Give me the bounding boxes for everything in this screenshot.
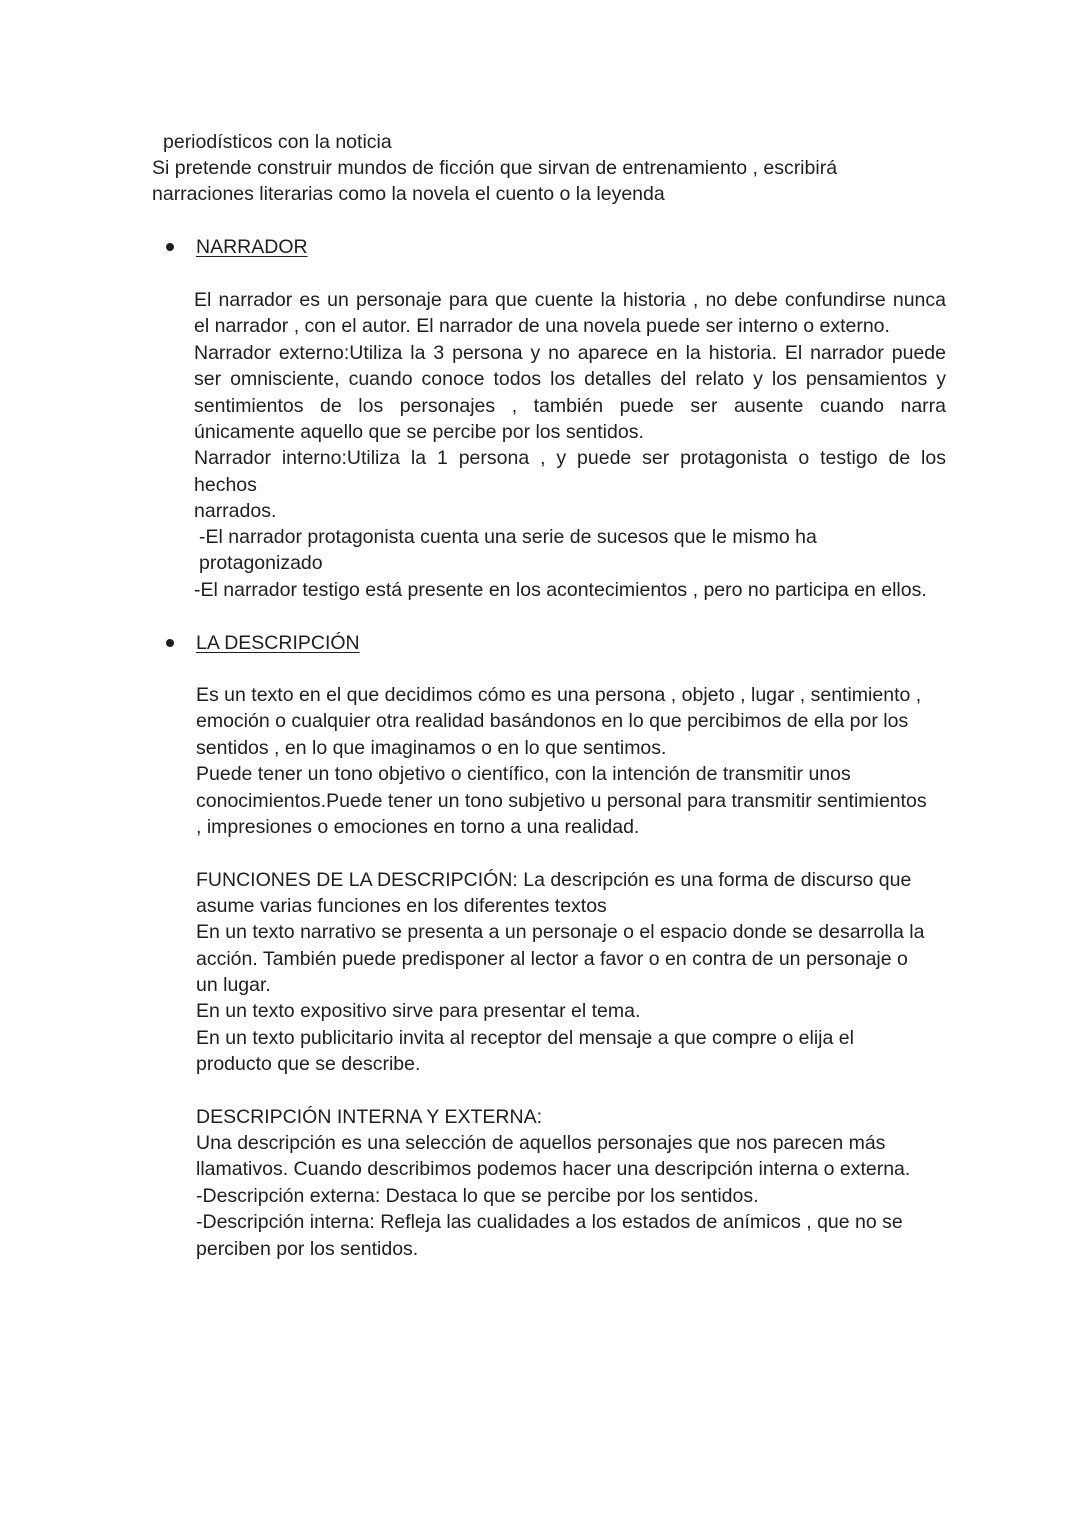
- descripcion-line: FUNCIONES DE LA DESCRIPCIÓN: La descripción es una forma de discurso que: [196, 869, 912, 891]
- descripcion-line: -Descripción interna: Refleja las cualidades a los estados de anímicos , que no se: [196, 1211, 903, 1233]
- descripcion-line: En un texto narrativo se presenta a un personaje o el espacio donde se desarrolla la: [196, 921, 925, 943]
- descripcion-line: llamativos. Cuando describimos podemos hacer una descripción interna o externa.: [196, 1158, 911, 1180]
- narrador-line: el narrador , con el autor. El narrador de una novela puede ser interno o externo.: [194, 315, 890, 337]
- narrador-line: Narrador interno:Utiliza la 1 persona , y puede ser protagonista o testigo de los: [194, 447, 946, 469]
- descripcion-line: asume varias funciones en los diferentes textos: [196, 895, 607, 917]
- descripcion-line: conocimientos.Puede tener un tono subjetivo u personal para transmitir sentimientos: [196, 790, 927, 812]
- narrador-line: ser omnisciente, cuando conoce todos los detalles del relato y los pensamientos y: [194, 368, 946, 390]
- descripcion-line: Es un texto en el que decidimos cómo es una persona , objeto , lugar , sentimiento ,: [196, 684, 922, 706]
- narrador-line: El narrador es un personaje para que cuente la historia , no debe confundirse nunca: [194, 289, 946, 311]
- intro-line-3: narraciones literarias como la novela el cuento o la leyenda: [152, 183, 665, 205]
- descripcion-line: -Descripción externa: Destaca lo que se percibe por los sentidos.: [196, 1185, 759, 1207]
- descripcion-line: producto que se describe.: [196, 1053, 421, 1075]
- descripcion-line: un lugar.: [196, 974, 271, 996]
- narrador-line: -El narrador testigo está presente en los acontecimientos , pero no participa en ellos.: [194, 579, 927, 601]
- descripcion-line: En un texto publicitario invita al receptor del mensaje a que compre o elija el: [196, 1027, 854, 1049]
- intro-line-1: periodísticos con la noticia: [163, 131, 392, 153]
- narrador-line: sentimientos de los personajes , también puede ser ausente cuando narra: [194, 395, 946, 417]
- section-heading-narrador: NARRADOR: [196, 236, 308, 258]
- descripcion-line: emoción o cualquier otra realidad basándonos en lo que percibimos de ella por los: [196, 710, 909, 732]
- narrador-line: narrados.: [194, 500, 277, 522]
- descripcion-line: , impresiones o emociones en torno a una realidad.: [196, 816, 640, 838]
- bullet-icon: [166, 639, 174, 647]
- descripcion-line: sentidos , en lo que imaginamos o en lo que sentimos.: [196, 737, 667, 759]
- descripcion-line: En un texto expositivo sirve para presentar el tema.: [196, 1000, 641, 1022]
- narrador-line: protagonizado: [199, 552, 323, 574]
- descripcion-line: Una descripción es una selección de aquellos personajes que nos parecen más: [196, 1132, 886, 1154]
- descripcion-line: acción. También puede predisponer al lector a favor o en contra de un personaje o: [196, 948, 908, 970]
- narrador-line: únicamente aquello que se percibe por los sentidos.: [194, 421, 644, 443]
- narrador-line: hechos: [194, 474, 257, 496]
- intro-line-2: Si pretende construir mundos de ficción que sirvan de entrenamiento , escribirá: [152, 157, 838, 179]
- section-heading-descripcion: LA DESCRIPCIÓN: [196, 632, 360, 654]
- bullet-icon: [166, 243, 174, 251]
- narrador-line: Narrador externo:Utiliza la 3 persona y no aparece en la historia. El narrador puede: [194, 342, 946, 364]
- descripcion-line: Puede tener un tono objetivo o científico, con la intención de transmitir unos: [196, 763, 851, 785]
- descripcion-line: perciben por los sentidos.: [196, 1238, 419, 1260]
- descripcion-line: DESCRIPCIÓN INTERNA Y EXTERNA:: [196, 1106, 543, 1128]
- narrador-line: -El narrador protagonista cuenta una serie de sucesos que le mismo ha: [199, 526, 817, 548]
